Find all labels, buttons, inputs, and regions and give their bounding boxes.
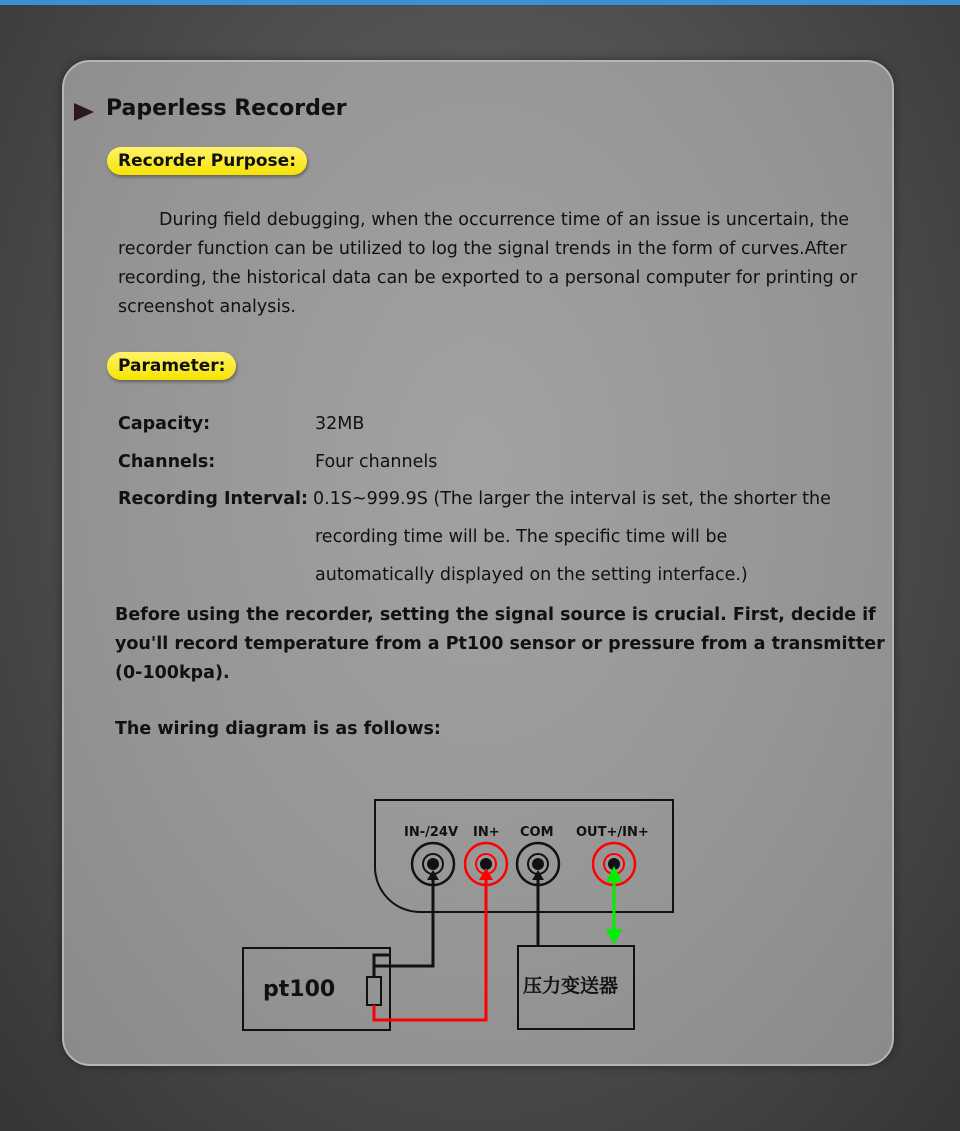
transmitter-label: 压力变送器 [523, 975, 619, 997]
resistor-icon [367, 977, 381, 1005]
recorder-purpose-badge: Recorder Purpose: [107, 147, 307, 175]
channels-value: Four channels [315, 452, 438, 472]
terminal-label-in-minus: IN-/24V [404, 825, 459, 840]
terminal-label-in-plus: IN+ [473, 825, 500, 840]
terminal-label-out-plus: OUT+/IN+ [576, 825, 649, 840]
parameter-badge: Parameter: [107, 352, 236, 380]
interval-label: Recording Interval: [118, 489, 309, 509]
interval-value-line2: recording time will be. The specific time will be [315, 527, 728, 547]
pt100-label: pt100 [263, 977, 336, 1002]
page-title: Paperless Recorder [106, 96, 347, 121]
signal-source-note: Before using the recorder, setting the signal source is crucial. First, decide if you'll record temperature from a Pt100 sensor or pressure from a transmitter (0-100kpa). [115, 605, 885, 683]
capacity-label: Capacity: [118, 414, 211, 434]
capacity-value: 32MB [315, 414, 365, 434]
interval-value-line3: automatically displayed on the setting interface.) [315, 565, 748, 585]
interval-value: 0.1S~999.9S (The larger the interval is set, the shorter the [313, 489, 831, 509]
channels-label: Channels: [118, 452, 216, 472]
wiring-heading: The wiring diagram is as follows: [115, 719, 441, 739]
terminal-label-com: COM [520, 825, 554, 840]
purpose-text-body: During field debugging, when the occurrence time of an issue is uncertain, the recorder function can be utilized to log the signal trends in the form of curves.After recording, the historical data can be exported to a personal computer for printing or screenshot analysis. [118, 210, 858, 317]
device-outline [375, 800, 673, 912]
